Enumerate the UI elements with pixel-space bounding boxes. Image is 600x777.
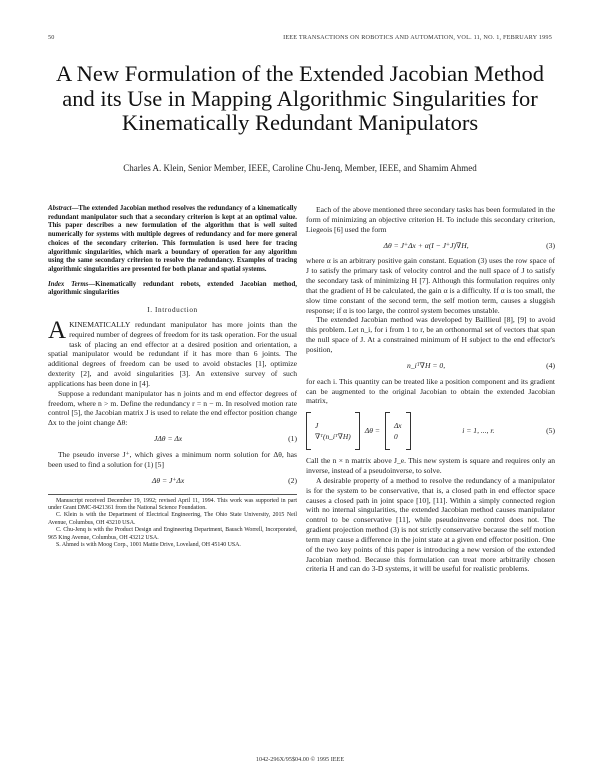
intro-paragraph-2: Suppose a redundant manipulator has n joints and m end effector degrees of freedom, where n > m. Define the redundancy r = n − m. In resolved motion rate control [5], the Jacobian matrix J is used to relate the end effector position change Δx to the joint change Δθ: bbox=[48, 388, 297, 428]
equation-4 bbox=[306, 361, 555, 371]
footnote-ahmed: S. Ahmed is with Moog Corp., 1001 Mattie Drive, Loveland, OH 45140 USA. bbox=[56, 541, 241, 548]
matrix-index-range: i = 1, ..., r. bbox=[462, 426, 495, 436]
matrix-left-column bbox=[311, 420, 355, 442]
abstract bbox=[48, 205, 297, 275]
right-paragraph-6: A desirable property of a method to resolve the redundancy of a manipulator is for the system to be conservative, that is, a closed path in end effector space causes a closed path in joint space [10], [11]. Within a simply connected region with no internal singularities, the extended Jacobian method causes manipulator control to be conservative [11], while pseudoinverse control does not. The gradient projection method (3) is not strictly conservative because the self motion term may cause a difference in the joint state at a given end effector position. One of the two key points of this paper is introducing a new version of the extended Jacobian method. Because this formulation can treat more arbitrarily chosen criteria H and can do 3-D systems, it will be useful for realistic problems. bbox=[306, 475, 555, 574]
author-list: Charles A. Klein, Senior Member, IEEE, Caroline Chu-Jenq, Member, IEEE, and Shamim Ahmed bbox=[123, 163, 477, 173]
equation-3 bbox=[306, 241, 555, 251]
page-number: 50 bbox=[48, 34, 55, 41]
equation-2-expression: Δθ = J⁺Δx bbox=[151, 475, 185, 485]
drop-cap: A bbox=[48, 316, 67, 344]
equation-5-number: (5) bbox=[546, 426, 555, 436]
paper-title: A New Formulation of the Extended Jacobian Method and its Use in Mapping Algorithmic Singularities for Kinematically Redundant Manipulators bbox=[55, 61, 545, 135]
equation-1-number: (1) bbox=[288, 434, 297, 444]
matrix-row2-right: 0 bbox=[393, 432, 398, 442]
right-paragraph-1: Each of the above mentioned three secondary tasks has been formulated in the form of minimizing an objective criterion H. To include this secondary criterion, Liegeois [6] used the form bbox=[306, 205, 555, 234]
matrix-right-column bbox=[390, 420, 406, 442]
journal-name: IEEE TRANSACTIONS ON ROBOTICS AND AUTOMATION, VOL. 11, NO. 1, FEBRUARY 1995 bbox=[283, 34, 552, 41]
footnote-manuscript: Manuscript received December 19, 1992; revised April 11, 1994. This work was supported in part under Grant DMC-8421361 from the National Science Foundation. bbox=[48, 497, 297, 511]
running-header bbox=[48, 34, 552, 41]
right-paragraph-5: Call the n × n matrix above J_e. This new system is square and requires only an inverse, instead of a pseudoinverse, to solve. bbox=[306, 456, 555, 476]
equation-3-number: (3) bbox=[546, 240, 555, 250]
equation-4-number: (4) bbox=[546, 360, 555, 370]
equation-5 bbox=[306, 412, 555, 450]
copyright-line: 1042-296X/95$04.00 © 1995 IEEE bbox=[255, 756, 345, 763]
abstract-label: Abstract bbox=[48, 205, 72, 212]
matrix-row1-left: J bbox=[315, 421, 319, 431]
equation-2 bbox=[48, 476, 297, 486]
index-terms bbox=[48, 281, 297, 298]
right-paragraph-3: The extended Jacobian method was developed by Baillieul [8], [9] to avoid this problem. Let n_i, for i from 1 to r, be an orthonormal set of vectors that span the null space of J. At a constrained minimum of H subject to the end effector's position, bbox=[306, 315, 555, 354]
left-column bbox=[48, 205, 297, 549]
intro-paragraph-3: The pseudo inverse J⁺, which gives a minimum norm solution for Δθ, has been used to find a solution for (1) [5] bbox=[48, 450, 297, 469]
footnotes bbox=[48, 494, 297, 550]
index-terms-text: —Kinematically redundant robots, extended Jacobian method, algorithmic singularities bbox=[48, 280, 297, 297]
index-terms-label: Index Terms bbox=[48, 280, 89, 288]
matrix-row1-right: Δx bbox=[393, 421, 402, 431]
right-column bbox=[306, 205, 555, 574]
section-heading: I. Introduction bbox=[147, 306, 198, 315]
equation-3-expression: Δθ = J⁺Δx + α(I − J⁺J)∇H, bbox=[383, 240, 469, 250]
matrix-middle: Δθ = bbox=[364, 426, 380, 436]
matrix-row2-left: ∇ᵀ(n_iᵀ∇H) bbox=[315, 432, 351, 442]
equation-1 bbox=[48, 434, 297, 444]
intro-paragraph-1 bbox=[48, 316, 297, 389]
right-paragraph-4: for each i. This quantity can be treated like a position component and its gradient can be augmented to the original Jacobian to obtain the extended Jacobian matrix, bbox=[306, 376, 555, 406]
abstract-text: —The extended Jacobian method resolves the redundancy of a kinematically redundant manipulator such that a secondary criterion is kept at an optimal value. This paper describes a new formulation of the algorithm that is well suited numerically for systems with multiple degrees of redundancy and for more general choices of the secondary criterion. This formulation is used here for tracing algorithmic singularities, which mark a boundary of operation for any algorithm using the same secondary criterion to resolve the redundancy. Examples of tracing algorithmic singularities are presented for both planar and spatial systems. bbox=[48, 205, 297, 273]
equation-1-expression: JΔθ = Δx bbox=[153, 434, 183, 444]
intro-paragraph-1-text: KINEMATICALLY redundant manipulator has more joints than the required number of degrees of freedom for its task operation. For the usual task of placing an end effector at a desired position and orientation, a spatial manipulator would be redundant if it has more than 6 joints. The additional degrees of freedom can be used to avoid obstacles [1], optimize dexterity [2], and avoid singularities [3]. An extensive survey of such applications has been done in [4]. bbox=[48, 319, 297, 388]
equation-4-expression: n_iᵀ∇H = 0, bbox=[407, 360, 446, 370]
footnote-chu-jenq: C. Chu-Jenq is with the Product Design and Engineering Department, Bausch Worrell, Incorporated, 965 King Avenue, Columbus, OH 43212 USA. bbox=[48, 527, 297, 541]
footnote-klein: C. Klein is with the Department of Electrical Engineering, The Ohio State University, 2015 Neil Avenue, Columbus, OH 43210 USA. bbox=[48, 512, 297, 526]
right-paragraph-2: where α is an arbitrary positive gain constant. Equation (3) uses the row space of J to satisfy the primary task of velocity control and the null space of J to satisfy the secondary task of minimizing H [7]. Although this formulation requires only that the gradient of H be calculated, the gain α is a difficulty. If α is too small, the slow time constant of the second term, the self motion term, causes a sluggish response; if α is too large, the control system becomes unstable. bbox=[306, 256, 555, 315]
equation-2-number: (2) bbox=[288, 475, 297, 485]
